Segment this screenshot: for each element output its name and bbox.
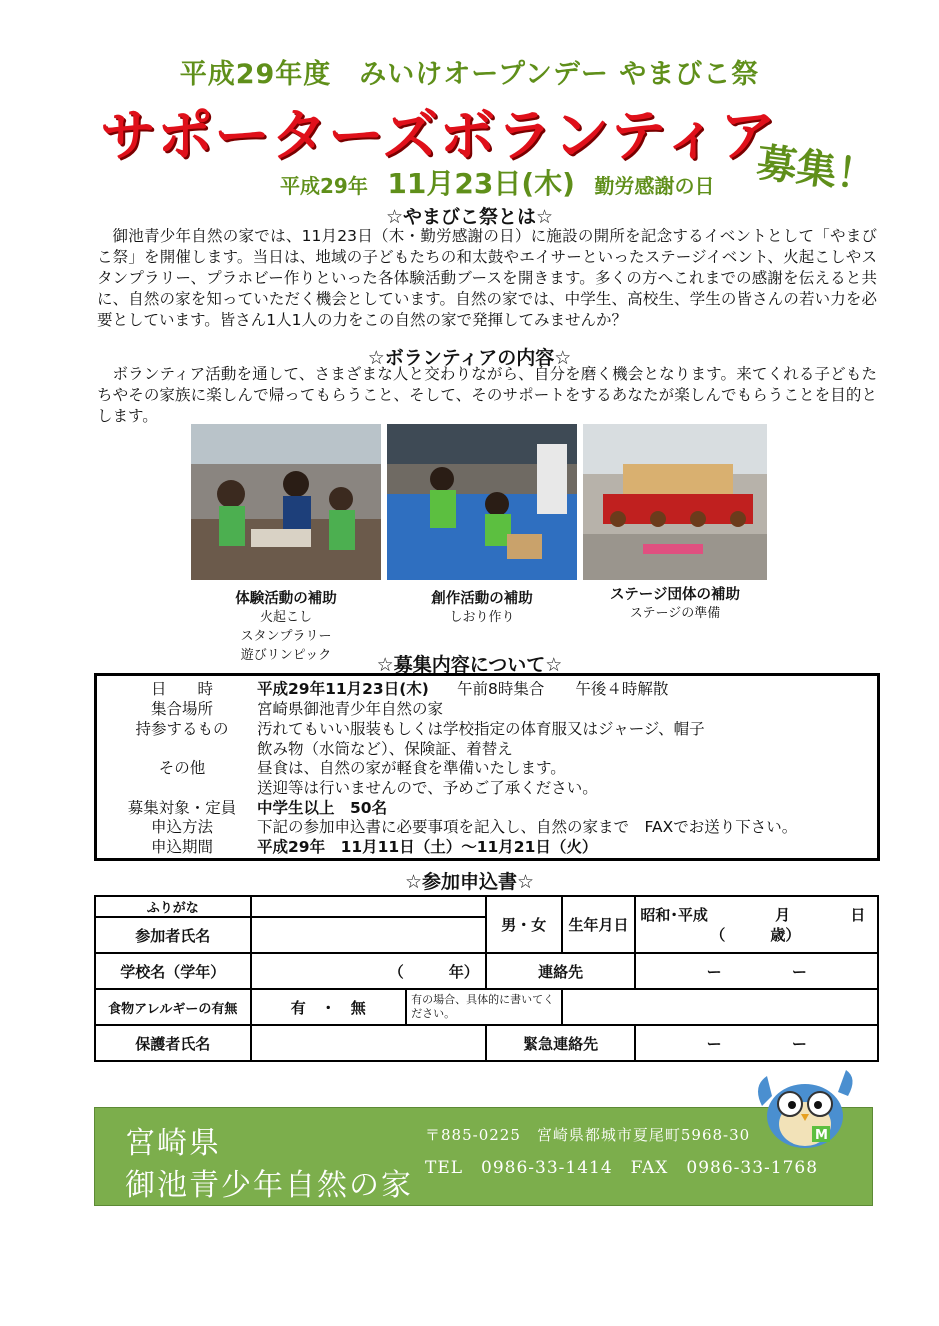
school-field[interactable]: [251, 953, 486, 989]
caption-experience-title: 体験活動の補助: [235, 591, 337, 607]
label-method: 申込方法: [150, 818, 213, 836]
label-place: 集合場所: [150, 700, 213, 718]
label-emergency: 緊急連絡先: [486, 1025, 636, 1061]
caption-experience-sub-2: スタンプラリー: [240, 629, 332, 644]
volunteer-heading: ☆ボランティアの内容☆: [367, 347, 572, 369]
photo-creative: [387, 424, 577, 580]
guardian-field[interactable]: [251, 1025, 486, 1061]
value-items: 汚れてもいい服装もしくは学校指定の体育服又はジャージ、帽子: [257, 720, 705, 738]
contact-dash-1: ー: [706, 962, 722, 981]
label-items: 持参するもの: [135, 720, 229, 738]
caption-creative-sub: しおり作り: [449, 610, 515, 625]
recruitment-heading: ☆募集内容について☆: [376, 654, 563, 676]
participant-name-field[interactable]: [251, 917, 486, 953]
label-other: その他: [158, 759, 206, 777]
date-holiday: 勤労感謝の日: [594, 174, 715, 198]
about-heading: ☆やまびこ祭とは☆: [385, 206, 554, 228]
caption-creative-title: 創作活動の補助: [431, 591, 533, 607]
caption-stage-title: ステージ団体の補助: [610, 587, 740, 603]
main-title: サポーターズボランティア: [100, 104, 777, 169]
photo-stage: [583, 424, 767, 580]
event-subtitle: 平成29年度 みいけオープンデー やまびこ祭: [179, 59, 760, 90]
value-other-2: 送迎等は行いませんので、予めご了承ください。: [257, 779, 598, 797]
gender-choice[interactable]: 男・女: [486, 896, 562, 953]
application-heading: ☆参加申込書☆: [404, 871, 535, 893]
allergy-choice[interactable]: 有 ・ 無: [251, 989, 407, 1025]
caption-stage-sub: ステージの準備: [629, 606, 721, 621]
value-datetime-times: 午前8時集合 午後４時解散: [457, 680, 669, 698]
birth-era: 昭和･平成: [640, 905, 708, 924]
label-target: 募集対象・定員: [127, 799, 237, 817]
svg-text:M: M: [815, 1128, 828, 1143]
label-period: 申込期間: [150, 838, 213, 856]
event-date: [280, 162, 715, 202]
emergency-dash-2: ー: [791, 1034, 807, 1053]
label-furigana: ふりがな: [95, 896, 251, 917]
value-place: 宮崎県御池青少年自然の家: [257, 700, 444, 718]
label-guardian: 保護者氏名: [95, 1025, 251, 1061]
birth-month: 月: [775, 905, 791, 924]
value-target: 中学生以上 50名: [257, 799, 388, 817]
contact-field[interactable]: [635, 953, 878, 989]
org-phone-fax: TEL 0986-33-1414 FAX 0986-33-1768: [425, 1158, 819, 1178]
application-form: [94, 895, 879, 1062]
owl-mascot-icon: [752, 1066, 858, 1152]
label-datetime: 日 時: [150, 680, 213, 698]
org-address: 〒885-0225 宮崎県都城市夏尾町5968-30: [425, 1126, 751, 1144]
label-participant-name: 参加者氏名: [95, 917, 251, 953]
label-birthdate: 生年月日: [562, 896, 636, 953]
value-period: 平成29年 11月11日（土）～11月21日（火）: [257, 838, 598, 856]
value-items-2: 飲み物（水筒など）、保険証、着替え: [257, 740, 513, 758]
value-datetime: 平成29年11月23日(木): [257, 680, 429, 698]
label-allergy: 食物アレルギーの有無: [95, 989, 251, 1025]
date-day: 11月23日(木): [387, 167, 575, 200]
label-school: 学校名（学年）: [95, 953, 251, 989]
org-prefecture: 宮崎県: [125, 1126, 221, 1161]
value-method: 下記の参加申込書に必要事項を記入し、自然の家まで FAXでお送り下さい。: [257, 818, 798, 836]
contact-dash-2: ー: [791, 962, 807, 981]
caption-experience-sub-3: 遊びリンピック: [240, 648, 332, 663]
recruit-label: 募集！: [754, 139, 879, 201]
date-year: 平成29年: [280, 174, 368, 198]
recruitment-details: [94, 673, 880, 861]
value-other: 昼食は、自然の家が軽食を準備いたします。: [257, 759, 566, 777]
birth-day: 日: [850, 905, 866, 924]
allergy-detail-field[interactable]: [562, 989, 878, 1025]
caption-experience-sub-1: 火起こし: [259, 610, 312, 625]
emergency-field[interactable]: [635, 1025, 878, 1061]
volunteer-text: ボランティア活動を通して、さまざまな人と交わりながら、自分を磨く機会となります。来てくれる子どもたちやその家族に楽しんで帰ってもらうこと、そして、そのサポートをするあなたが楽しんでもらうことを目的とします。: [97, 365, 877, 425]
about-text: 御池青少年自然の家では、11月23日（木・勤労感謝の日）に施設の開所を記念するイベントとして「やまびこ祭」を開催します。当日は、地域の子どもたちの和太鼓やエイサーといったステージイベント、火起こしやスタンプラリー、プラホビー作りといった各体験活動ブースを開きます。多くの方へこれまでの感謝を伝えると共に、自然の家を知っていただく機会としています。自然の家では、中学生、高校生、学生の皆さんの若い力を必要としています。皆さん1人1人の力をこの自然の家で発揮してみませんか？: [97, 227, 877, 329]
label-contact: 連絡先: [486, 953, 636, 989]
photo-experience: [191, 424, 381, 580]
furigana-field[interactable]: [251, 896, 486, 917]
grade-field: （ 年）: [388, 962, 479, 981]
allergy-note: 有の場合、具体的に書いてください。: [406, 989, 562, 1025]
emergency-dash-1: ー: [706, 1034, 722, 1053]
age-field: （ 歳）: [710, 925, 801, 944]
birthdate-field[interactable]: [635, 896, 878, 953]
org-name: 御池青少年自然の家: [125, 1168, 413, 1203]
